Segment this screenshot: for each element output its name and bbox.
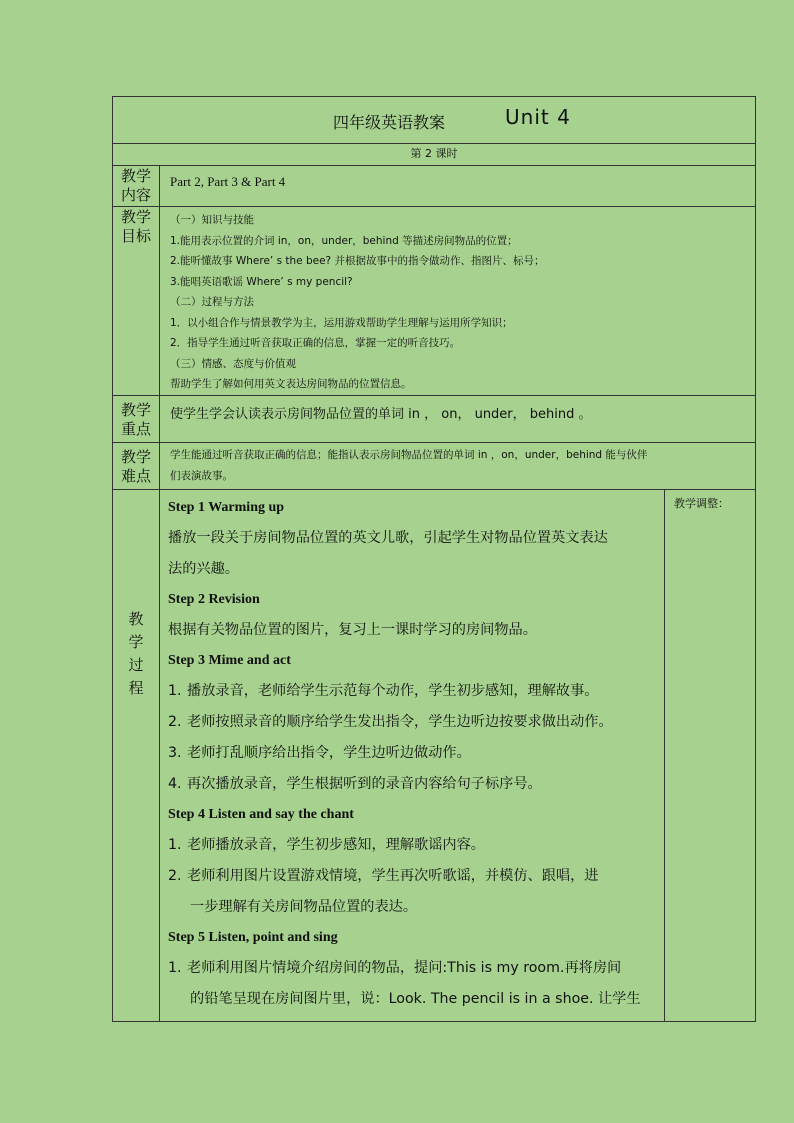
unit-title: Unit 4	[505, 105, 571, 129]
step-title: Step 4 Listen and say the chant	[168, 807, 354, 822]
content-row	[113, 166, 755, 207]
objectives-text: （一）知识与技能 1.能用表示位置的介词 in，on，under，behind 等描述房间物品的位置； 2.能听懂故事 Where’ s the bee? 并根据故事中的指令做动作、指图片、标号； 3.能唱英语歌谣 Where’ s my pencil? （二）过程与方法 1．以小组合作与情景教学为主，运用游戏帮助学生理解与运用所学知识； 2．指导学生通过听音获取正确的信息，掌握一定的听音技巧。 （三）情感、态度与价值观 帮助学生了解如何用英文表达房间物品的位置信息。	[170, 214, 545, 390]
list-item: 1. 老师播放录音，学生初步感知，理解歌谣内容。	[168, 837, 485, 853]
page-title: 四年级英语教案	[333, 113, 446, 132]
difficulties-text: 学生能通过听音获取正确的信息；能指认表示房间物品位置的单词 in ，on，under，behind 能与伙伴 们表演故事。	[170, 449, 648, 482]
step-title: Step 1 Warming up	[168, 500, 285, 515]
lesson-plan-table	[112, 96, 756, 1022]
list-item: 1. 老师利用图片情境介绍房间的物品，提问:This is my room.再将房间	[168, 960, 622, 976]
process-content: Step 1 Warming up 播放一段关于房间物品位置的英文儿歌，引起学生对物品位置英文表达 法的兴趣。 Step 2 Revision 根据有关物品位置的图片，复习上一课时学习的房间物品。 Step 3 Mime and act 1. 播放录音，老师给学生示范每个动作，学生初步感知，理解故事。 2. 老师按照录音的顺序给学生发出指令，学生边听边按要求做出动作。 3. 老师打乱顺序给出指令，学生边听边做动作。 4. 再次播放录音，学生根据听到的录音内容给句子标序号。 Step 4 Listen and say the chant 1. 老师播放录音，学生初步感知，理解歌谣内容。 2. 老师利用图片设置游戏情境，学生再次听歌谣，并模仿、跟唱，进 一步理解有关房间物品位置的表达。 Step 5 Listen, point and sing 1. 老师利用图片情境介绍房间的物品，提问:This is my room.再将房间 的铅笔呈现在房间图片里，说：Look. The pencil is in a shoe. 让学生	[160, 490, 665, 1021]
objectives-row	[113, 207, 755, 396]
content-text: Part 2, Part 3 & Part 4	[170, 174, 286, 189]
list-item: 1. 播放录音，老师给学生示范每个动作，学生初步感知，理解故事。	[168, 683, 599, 699]
key-points-label: 教学 重点	[113, 396, 160, 442]
key-points-row	[113, 396, 755, 443]
key-points-text: 使学生学会认读表示房间物品位置的单词 in ， on， under， behind 。	[170, 407, 592, 422]
step-title: Step 5 Listen, point and sing	[168, 930, 338, 945]
content-label: 教学 内容	[113, 166, 160, 206]
difficulties-label: 教学 难点	[113, 443, 160, 489]
lesson-number: 第 2 课时	[113, 144, 755, 166]
objectives-label: 教学 目标	[113, 207, 160, 395]
difficulties-row	[113, 443, 755, 490]
step-title: Step 2 Revision	[168, 592, 260, 607]
list-item: 2. 老师按照录音的顺序给学生发出指令，学生边听边按要求做出动作。	[168, 714, 613, 730]
list-item: 4. 再次播放录音，学生根据听到的录音内容给句子标序号。	[168, 776, 542, 792]
title-row	[113, 97, 755, 144]
adjustment-label: 教学调整：	[674, 497, 729, 510]
list-item: 3. 老师打乱顺序给出指令，学生边听边做动作。	[168, 745, 471, 761]
process-row	[113, 490, 755, 1021]
process-label: 教 学 过 程	[113, 490, 160, 1021]
list-item: 2. 老师利用图片设置游戏情境，学生再次听歌谣，并模仿、跟唱，进	[168, 868, 599, 884]
step-title: Step 3 Mime and act	[168, 653, 291, 668]
